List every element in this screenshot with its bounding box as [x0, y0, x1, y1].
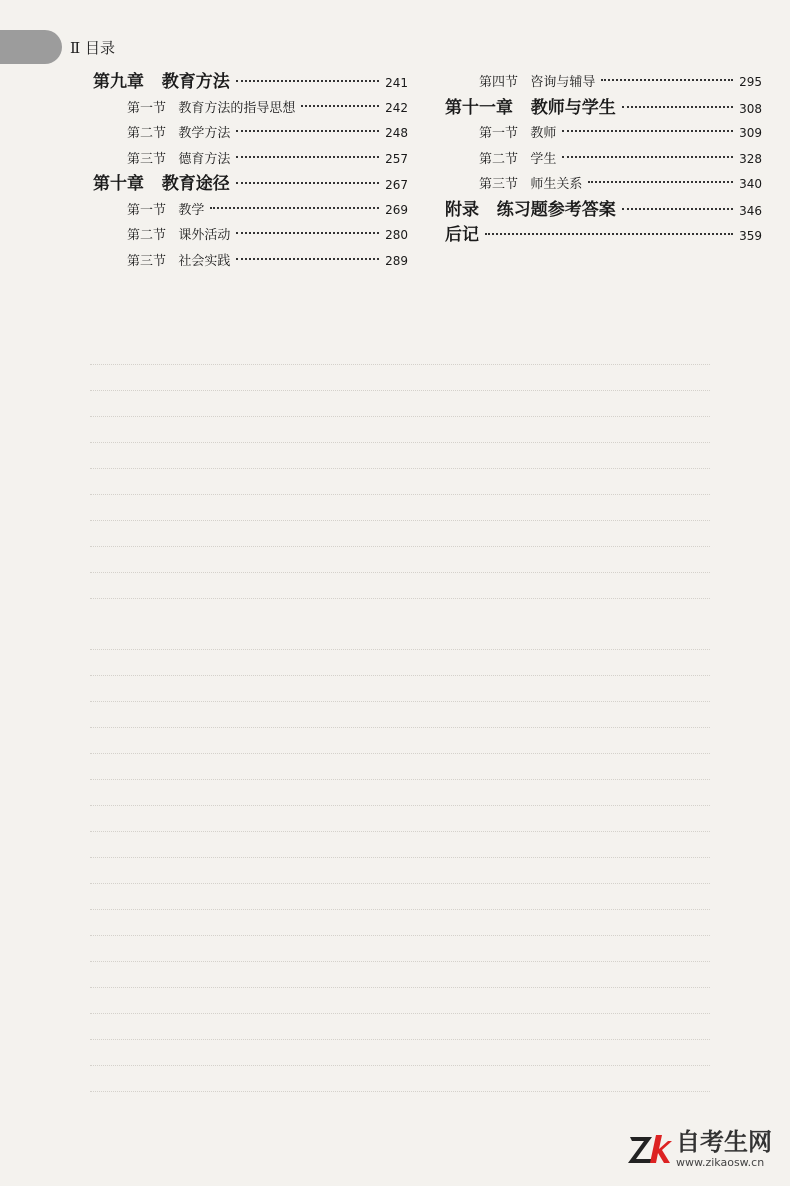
toc-entry-title: 第三节 社会实践: [127, 253, 231, 269]
toc-chapter-row: [93, 70, 408, 96]
dot-leader: [236, 130, 379, 132]
dot-leader: [301, 105, 379, 107]
toc-left-column: [93, 70, 408, 274]
toc-entry-title: 后记: [445, 225, 479, 245]
toc-page-number: 328: [739, 151, 762, 166]
toc-page-number: 346: [739, 203, 762, 218]
zk-logo-icon: [626, 1131, 672, 1167]
toc-section-row: [93, 223, 408, 249]
toc-page-number: 359: [739, 229, 762, 243]
toc-entry-title: 第一节 教育方法的指导思想: [127, 100, 296, 116]
toc-entry-title: 第二节 教学方法: [127, 126, 231, 141]
dot-leader: [588, 181, 733, 183]
dot-leader: [485, 233, 733, 235]
dot-leader: [210, 207, 379, 209]
toc-entry-title: 第九章 教育方法: [93, 72, 230, 92]
page-header-title: Ⅱ 目录: [70, 39, 115, 57]
toc-entry-title: 第一节 教师: [479, 126, 557, 141]
toc-entry-title: 第三节 师生关系: [479, 177, 583, 192]
dot-leader: [236, 232, 379, 234]
toc-page-number: 289: [385, 253, 408, 268]
dot-leader: [236, 258, 379, 260]
toc-section-row: [93, 96, 408, 122]
toc-entry-title: 第一节 教学: [127, 202, 205, 218]
toc-entry-title: 第三节 德育方法: [127, 151, 231, 167]
toc-section-row: [445, 121, 762, 147]
dot-leader: [236, 182, 379, 184]
toc-chapter-row: [445, 198, 762, 224]
dot-leader: [601, 79, 733, 81]
toc-entry-title: 第二节 课外活动: [127, 228, 231, 243]
toc-page-number: 308: [739, 101, 762, 116]
toc-right-column: [445, 70, 762, 249]
toc-entry-title: 附录 练习题参考答案: [445, 199, 616, 220]
toc-page-number: 242: [385, 100, 408, 115]
toc-section-row: [445, 147, 762, 173]
toc-page-number: 267: [385, 178, 408, 192]
header-tab: [0, 30, 62, 64]
toc-entry-title: 第四节 咨询与辅导: [479, 75, 596, 90]
dot-leader: [622, 106, 733, 108]
toc-section-row: [93, 147, 408, 173]
dot-leader: [236, 80, 379, 82]
toc-section-row: [445, 172, 762, 198]
bleed-through-upper: [90, 340, 710, 600]
toc-section-row: [93, 121, 408, 147]
toc-page-number: 269: [385, 202, 408, 217]
toc-page-number: 340: [739, 177, 762, 191]
toc-chapter-row: [93, 172, 408, 198]
site-watermark: [626, 1128, 772, 1169]
toc-page-number: 257: [385, 151, 408, 166]
toc-page-number: 309: [739, 126, 762, 140]
toc-page-number: 248: [385, 126, 408, 140]
toc-section-row: [93, 249, 408, 275]
dot-leader: [622, 208, 733, 210]
toc-chapter-row: [445, 96, 762, 122]
toc-entry-title: 第十章 教育途径: [93, 174, 230, 194]
toc-page-number: 280: [385, 228, 408, 242]
bleed-through-lower: [90, 625, 710, 1093]
dot-leader: [562, 130, 733, 132]
watermark-url: www.zikaosw.cn: [676, 1156, 765, 1169]
dot-leader: [562, 156, 733, 158]
toc-page-number: 241: [385, 76, 408, 90]
toc-section-row: [445, 70, 762, 96]
dot-leader: [236, 156, 379, 158]
watermark-name: 自考生网: [676, 1128, 772, 1156]
toc-entry-title: 第十一章 教师与学生: [445, 97, 616, 118]
toc-entry-title: 第二节 学生: [479, 151, 557, 167]
toc-chapter-row: [445, 223, 762, 249]
toc-section-row: [93, 198, 408, 224]
toc-page-number: 295: [739, 75, 762, 89]
